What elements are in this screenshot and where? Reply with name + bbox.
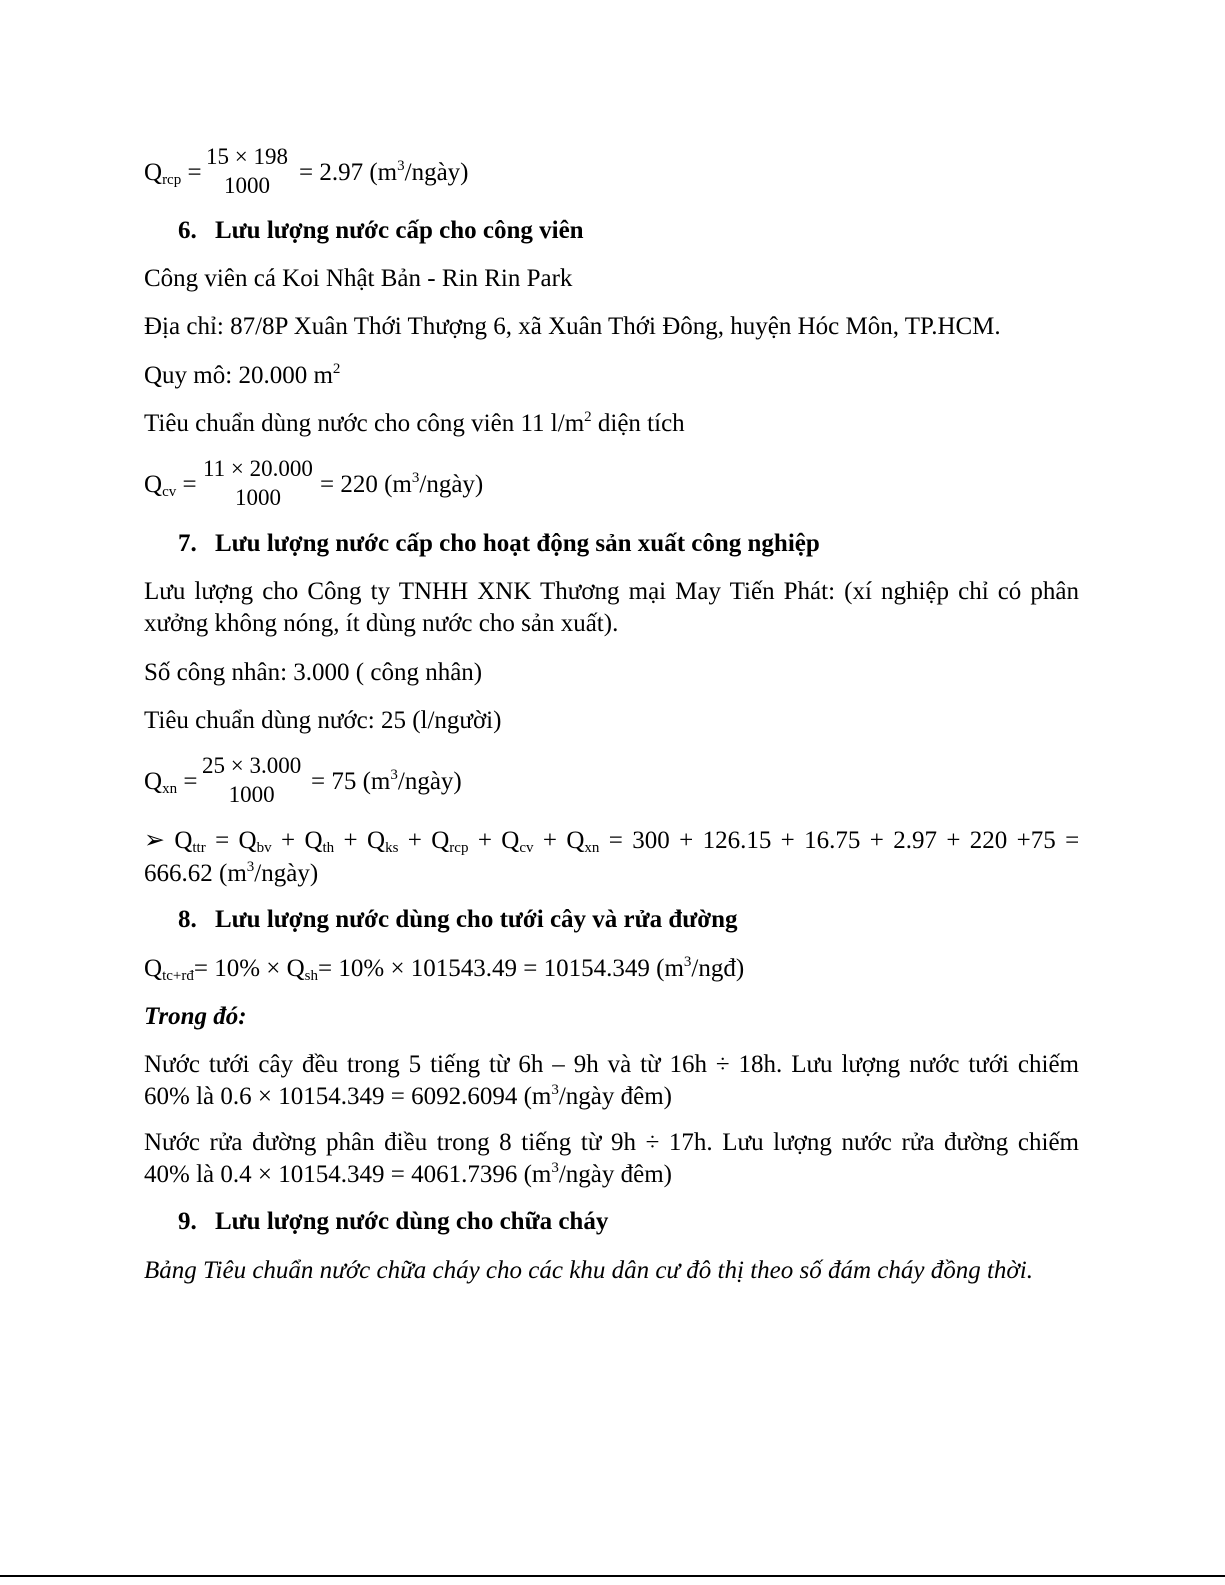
total-formula-line-1: ➢ $Q_{ttr} = Q_{bv} + Q_{th} + Q_{ks} + Q_{rcp} + Q_{cv} + Q_{xn} = 300 + 126.15 + 16.75 + 2.97 + 220 +75$ = (144, 827, 1080, 856)
formula-cv-result: = 220 $(m^3/ngày)$ (320, 470, 484, 498)
section-7-heading: 7. Lưu lượng nước cấp cho hoạt động sản xuất công nghiệp (178, 530, 820, 557)
arrow-bullet-icon: ➢ (144, 827, 165, 854)
park-name: Công viên cá Koi Nhật Bản - Rin Rin Park (144, 265, 573, 292)
formula-cv-lhs: $Q_{cv}$ = (144, 471, 197, 500)
factory-text-line-1: Lưu lượng cho Công ty TNHH XNK Thương mại May Tiến Phát: (xí nghiệp chỉ có phân (144, 578, 1079, 605)
park-scale: Quy mô: 20.000 $m^2$ (144, 361, 341, 389)
fire-table-caption: Bảng Tiêu chuẩn nước chữa cháy cho các khu dân cư đô thị theo số đám cháy đồng thời. (144, 1257, 1033, 1284)
formula-tc-rd: $Q_{tc+rđ}= 10\% \times Q_{sh}= 10\% \times 101543.49 = 10154.349$ $(m^3/ngđ)$ (144, 954, 745, 984)
irrigation-text-line-1: Nước tưới cây đều trong 5 tiếng từ 6h – 9h và từ 16h ÷ 18h. Lưu lượng nước tưới chiếm (144, 1051, 1079, 1078)
trong-do-label: Trong đó: (144, 1003, 247, 1030)
worker-count: Số công nhân: 3.000 ( công nhân) (144, 659, 483, 686)
formula-xn-fraction (202, 751, 301, 809)
formula-rcp-result: = 2.97 $(m^3/ngày)$ (299, 158, 469, 186)
formula-cv-fraction (203, 454, 313, 512)
formula-xn-lhs: $Q_{xn}$ = (144, 768, 198, 797)
formula-cv-numerator: 11 × 20.000 (203, 456, 313, 481)
formula-rcp-numerator: 15 × 198 (206, 144, 288, 169)
formula-rcp-fraction (206, 142, 288, 200)
total-formula-line-2: 666.62 $(m^3/ngày)$ (144, 859, 319, 887)
irrigation-text-line-2: 60% là 0.6 × 10154.349 = 6092.6094 ($m^3$/ngày đêm) (144, 1082, 673, 1110)
page-bottom-rule (0, 1575, 1225, 1577)
park-address: Địa chỉ: 87/8P Xuân Thới Thượng 6, xã Xuân Thới Đông, huyện Hóc Môn, TP.HCM. (144, 313, 1001, 340)
factory-text-line-2: xưởng không nóng, ít dùng nước cho sản xuất). (144, 610, 619, 637)
formula-xn-numerator: 25 × 3.000 (202, 753, 302, 778)
park-standard: Tiêu chuẩn dùng nước cho công viên 11 $l/m^2$ diện tích (144, 409, 685, 437)
formula-xn-denominator: 1000 (228, 782, 275, 807)
section-9-heading: 9. Lưu lượng nước dùng cho chữa cháy (178, 1208, 609, 1235)
formula-xn-result: = 75 $(m^3/ngày)$ (311, 767, 462, 795)
section-8-heading: 8. Lưu lượng nước dùng cho tưới cây và rửa đường (178, 906, 738, 933)
formula-rcp-denominator: 1000 (223, 173, 270, 198)
worker-standard: Tiêu chuẩn dùng nước: 25 (l/người) (144, 707, 502, 734)
section-6-heading: 6. Lưu lượng nước cấp cho công viên (178, 217, 584, 244)
formula-cv-denominator: 1000 (234, 485, 281, 510)
washing-text-line-1: Nước rửa đường phân điều trong 8 tiếng từ 9h ÷ 17h. Lưu lượng nước rửa đường chiếm (144, 1129, 1079, 1156)
washing-text-line-2: 40% là 0.4 × 10154.349 = 4061.7396 ($m^3$/ngày đêm) (144, 1160, 673, 1188)
formula-rcp-lhs: $Q_{rcp}$ = (144, 159, 202, 188)
